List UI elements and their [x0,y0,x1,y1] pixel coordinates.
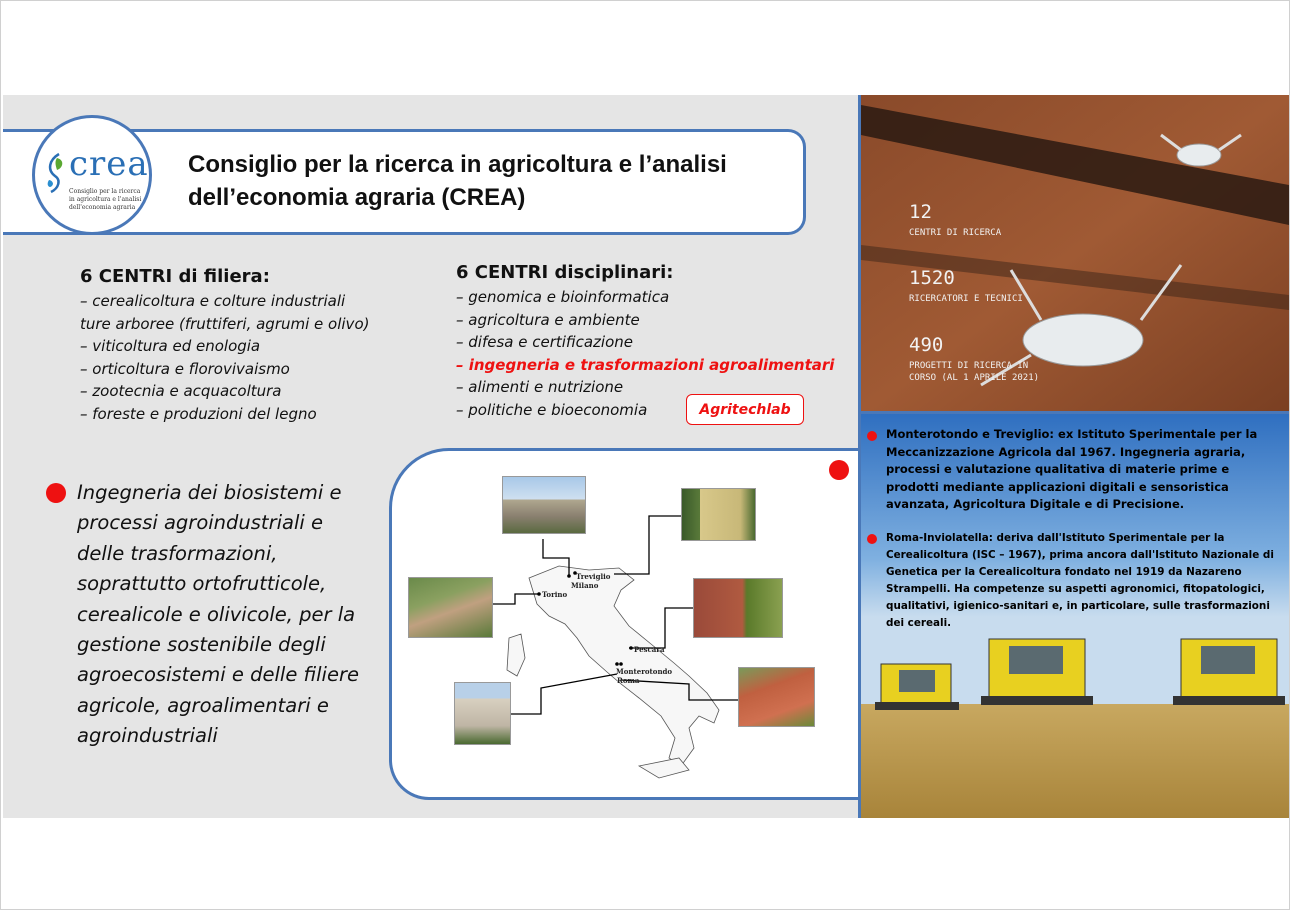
list-item: – genomica e bioinformatica [456,288,670,306]
sardinia-outline [507,634,525,676]
city-roma: Roma [617,676,640,685]
list-item: – alimenti e nutrizione [456,378,624,396]
filiera-list [80,290,369,425]
stat-progetti-label-2: CORSO (AL 1 APRILE 2021) [909,373,1040,383]
list-item: – politiche e bioeconomia [456,400,648,419]
list-item: – viticoltura ed enologia [80,337,261,355]
stat-centri-label: CENTRI DI RICERCA [909,228,1002,238]
photo-pescara-building [693,578,783,638]
filiera-heading: 6 CENTRI di filiera: [80,266,270,287]
photo-roma-building [738,667,815,727]
main-description: Ingegneria dei biosistemi e processi agroindustriali e delle trasformazioni, soprattutto ortofrutticole, cerealicole e olivicole, per la gestione sostenibile degli agroecosistemi e delle filiere agricole, agroalimentari e agroindustriali [77,481,359,748]
list-item: – orticoltura e florovivaismo [80,359,290,378]
photo-monterotondo-building [454,682,511,745]
city-milano: Milano [571,581,599,590]
city-pescara: Pescara [634,645,665,654]
list-item: – difesa e certificazione [456,333,634,351]
sicily-outline [639,758,689,778]
monterotondo-dot [615,662,619,666]
disciplinari-heading: 6 CENTRI disciplinari: [456,262,674,283]
logo-word: crea [69,144,149,184]
city-treviglio: Treviglio [576,572,611,581]
monterotondo-bullet [867,431,877,441]
stat-progetti-number: 490 [909,334,944,356]
roma-bullet [867,534,877,544]
main-bullet [46,483,66,503]
monterotondo-text: Monterotondo e Treviglio: ex Istituto Sperimentale per la Meccanizzazione Agricola dal 1967. Ingegneria agraria, processi e valutazione qualitativa di materie prime e prodotti mediante applicazioni digitali e sensoristica avanzata, Agricoltura Digitale e di Precisione. [886,427,1258,511]
photo-treviglio-building [681,488,756,541]
list-item: – ingegneria e trasformazioni agroalimentari [456,355,835,374]
vertical-divider [858,95,861,818]
list-item: – foreste e produzioni del legno [80,404,317,423]
stat-ricercatori-label: RICERCATORI E TECNICI [909,294,1023,304]
photo-milano-building [502,476,586,534]
agritechlab-button[interactable]: Agritechlab [686,394,804,425]
crea-logo [32,115,152,235]
list-item: – cerealicoltura e colture industriali [80,292,346,310]
connector-treviglio [614,516,681,574]
page-title: Consiglio per la ricerca in agricoltura e l’analisi dell’economia agraria (CREA) [188,151,727,211]
pescara-dot [629,646,633,650]
harvester-field-image [861,414,1289,818]
connector-monterotondo [511,674,617,714]
list-item: – agricoltura e ambiente [456,310,640,329]
leaf-icon [45,152,65,194]
photo-torino-aerial [408,577,493,638]
horizontal-divider [858,411,1289,414]
drone-field-image [861,95,1289,413]
list-item: – zootecnia e acquacoltura [80,382,282,400]
logo-subtitle: Consiglio per la ricerca in agricoltura e l'analisi dell'economia agraria [69,188,142,211]
city-monterotondo: Monterotondo [616,667,673,676]
stat-progetti-label-1: PROGETTI DI RICERCA IN [909,361,1029,371]
roma-dot [619,662,623,666]
torino-dot [537,592,541,596]
milano-dot [567,574,571,578]
stat-ricercatori-number: 1520 [909,267,955,289]
list-item: ture arboree (fruttiferi, agrumi e olivo) [80,314,370,333]
roma-text: Roma-Inviolatella: deriva dall'Istituto Sperimentale per la Cerealicoltura (ISC – 1967), prima ancora dall'Istituto Nazionale di Genetica per la Cerealicoltura fondato nel 1919 da Nazareno Strampelli. Ha competenze su aspetti agronomici, fitopatologici, qualitativi, igienico-sanitari e, in particolare, sulle trasformazioni dei cereali. [886,532,1274,629]
city-torino: Torino [542,590,568,599]
stat-centri-number: 12 [909,201,932,223]
